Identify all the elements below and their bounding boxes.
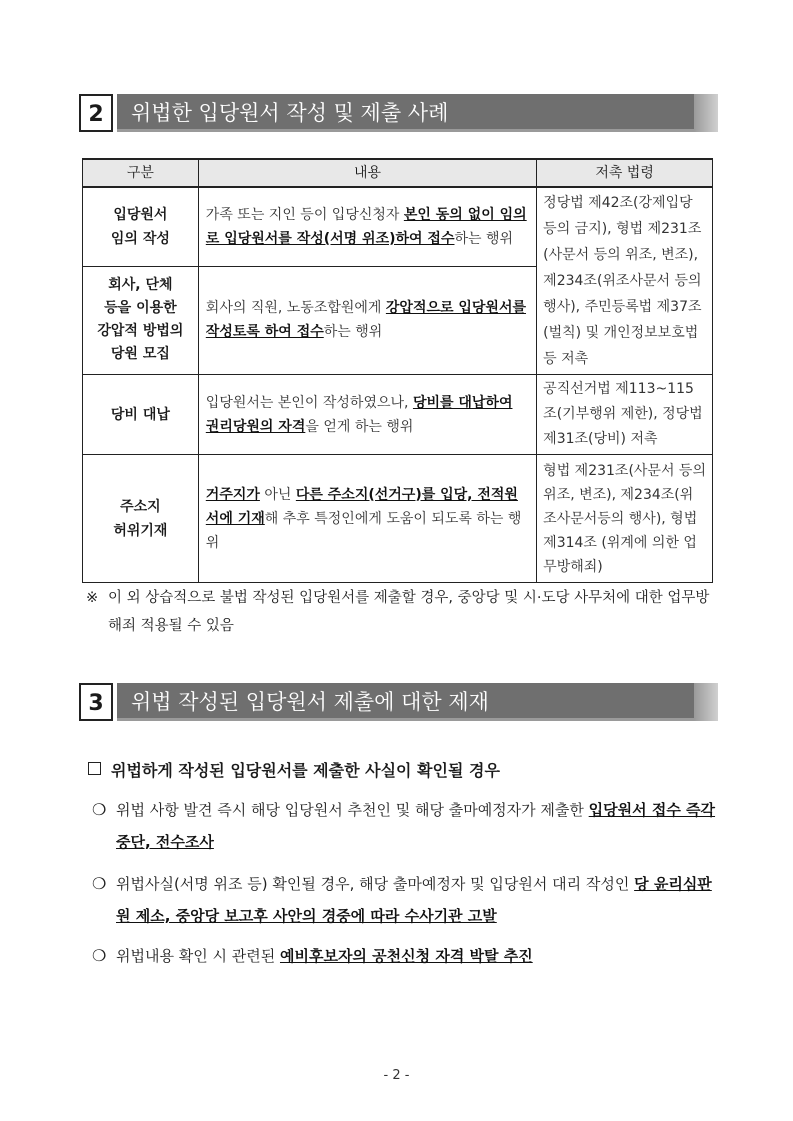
content-emphasis: 본인 동의 없이 임의로 입당원서를 작성(서명 위조)하여 접수 xyxy=(205,206,527,247)
content-text: 하는 행위 xyxy=(323,324,383,341)
condition-text: 위법하게 작성된 입당원서를 제출한 사실이 확인될 경우 xyxy=(111,761,500,780)
circle-bullet-icon: ❍ xyxy=(92,874,107,893)
content-text: 입당원서는 본인이 작성하였으나, xyxy=(205,394,413,411)
table-header-row xyxy=(83,159,713,187)
row-law: 정당법 제42조(강제입당 등의 금지), 형법 제231조(사문서 등의 위조, 변조), 제234조(위조사문서 등의 행사), 주민등록법 제37조(벌칙) 및 개인정보보호법 등 저촉 xyxy=(537,187,713,375)
reference-mark-icon: ※ xyxy=(86,590,99,606)
list-item-text xyxy=(116,794,718,858)
content-emphasis: 다른 주소지(선거구)를 입당, 전적원서에 기재 xyxy=(205,486,518,527)
footnote-text: 이 외 상습적으로 불법 작성된 입당원서를 제출할 경우, 중앙당 및 시·도당 사무처에 대한 업무방해죄 적용될 수 있음 xyxy=(108,590,710,634)
row-category: 입당원서 임의 작성 xyxy=(83,187,199,266)
content-text: 하는 행위 xyxy=(454,230,514,247)
section-title: 위법 작성된 입당원서 제출에 대한 제재 xyxy=(117,683,712,721)
content-text: 해 추후 특정인에게 도움이 되도록 하는 행위 xyxy=(205,510,522,551)
row-category: 회사, 단체 등을 이용한 강압적 방법의 당원 모집 xyxy=(83,266,199,374)
circle-bullet-icon: ❍ xyxy=(92,946,107,965)
section-3-header xyxy=(79,683,716,723)
bullet-text: 위법 사항 발견 즉시 해당 입당원서 추천인 및 해당 출마예정자가 제출한 xyxy=(116,801,589,819)
bullet-emphasis: 예비후보자의 공천신청 자격 박탈 추진 xyxy=(279,947,533,965)
row-content xyxy=(198,187,536,266)
section-title: 위법한 입당원서 작성 및 제출 사례 xyxy=(117,94,712,132)
violation-cases-table xyxy=(82,158,713,583)
row-category: 당비 대납 xyxy=(83,375,199,455)
bullet-text: 위법내용 확인 시 관련된 xyxy=(116,947,280,965)
page-number: - 2 - xyxy=(383,1068,410,1083)
header-category: 구분 xyxy=(83,159,199,187)
row-law: 형법 제231조(사문서 등의 위조, 변조), 제234조(위조사문서등의 행사), 형법 제314조 (위계에 의한 업무방해죄) xyxy=(537,455,713,583)
header-law: 저촉 법령 xyxy=(537,159,713,187)
row-category: 주소지 허위기재 xyxy=(83,455,199,583)
table-row xyxy=(83,187,713,266)
circle-bullet-icon: ❍ xyxy=(92,800,107,819)
header-content: 내용 xyxy=(198,159,536,187)
section-number: 2 xyxy=(79,94,113,132)
bullet-text: 위법사실(서명 위조 등) 확인될 경우, 해당 출마예정자 및 입당원서 대리 작성인 xyxy=(116,875,635,893)
section-2-header xyxy=(79,94,716,134)
content-text: 가족 또는 지인 등이 입당신청자 xyxy=(205,206,404,223)
table-row xyxy=(83,375,713,455)
list-item-text xyxy=(116,940,718,972)
section-number: 3 xyxy=(79,683,113,721)
checkbox-square-icon xyxy=(88,762,101,775)
row-content xyxy=(198,455,536,583)
content-emphasis: 강압적으로 입당원서를 작성토록 하여 접수 xyxy=(205,300,527,341)
content-emphasis: 당비를 대납하여 권리당원의 자격 xyxy=(205,394,513,435)
bullet-emphasis: 당 윤리심판원 제소, 중앙당 보고후 사안의 경중에 따라 수사기관 고발 xyxy=(116,875,712,925)
row-content xyxy=(198,375,536,455)
content-emphasis: 거주지가 xyxy=(205,486,260,503)
condition-heading xyxy=(88,758,500,781)
table-row xyxy=(83,455,713,583)
bullet-emphasis: 입당원서 접수 즉각 중단, 전수조사 xyxy=(116,801,716,851)
content-text: 아닌 xyxy=(259,486,296,503)
content-text: 을 얻게 하는 행위 xyxy=(305,418,414,435)
row-content xyxy=(198,266,536,374)
row-law: 공직선거법 제113~115조(기부행위 제한), 정당법 제31조(당비) 저촉 xyxy=(537,375,713,455)
content-text: 회사의 직원, 노동조합원에게 xyxy=(205,300,386,317)
list-item-text xyxy=(116,868,718,932)
